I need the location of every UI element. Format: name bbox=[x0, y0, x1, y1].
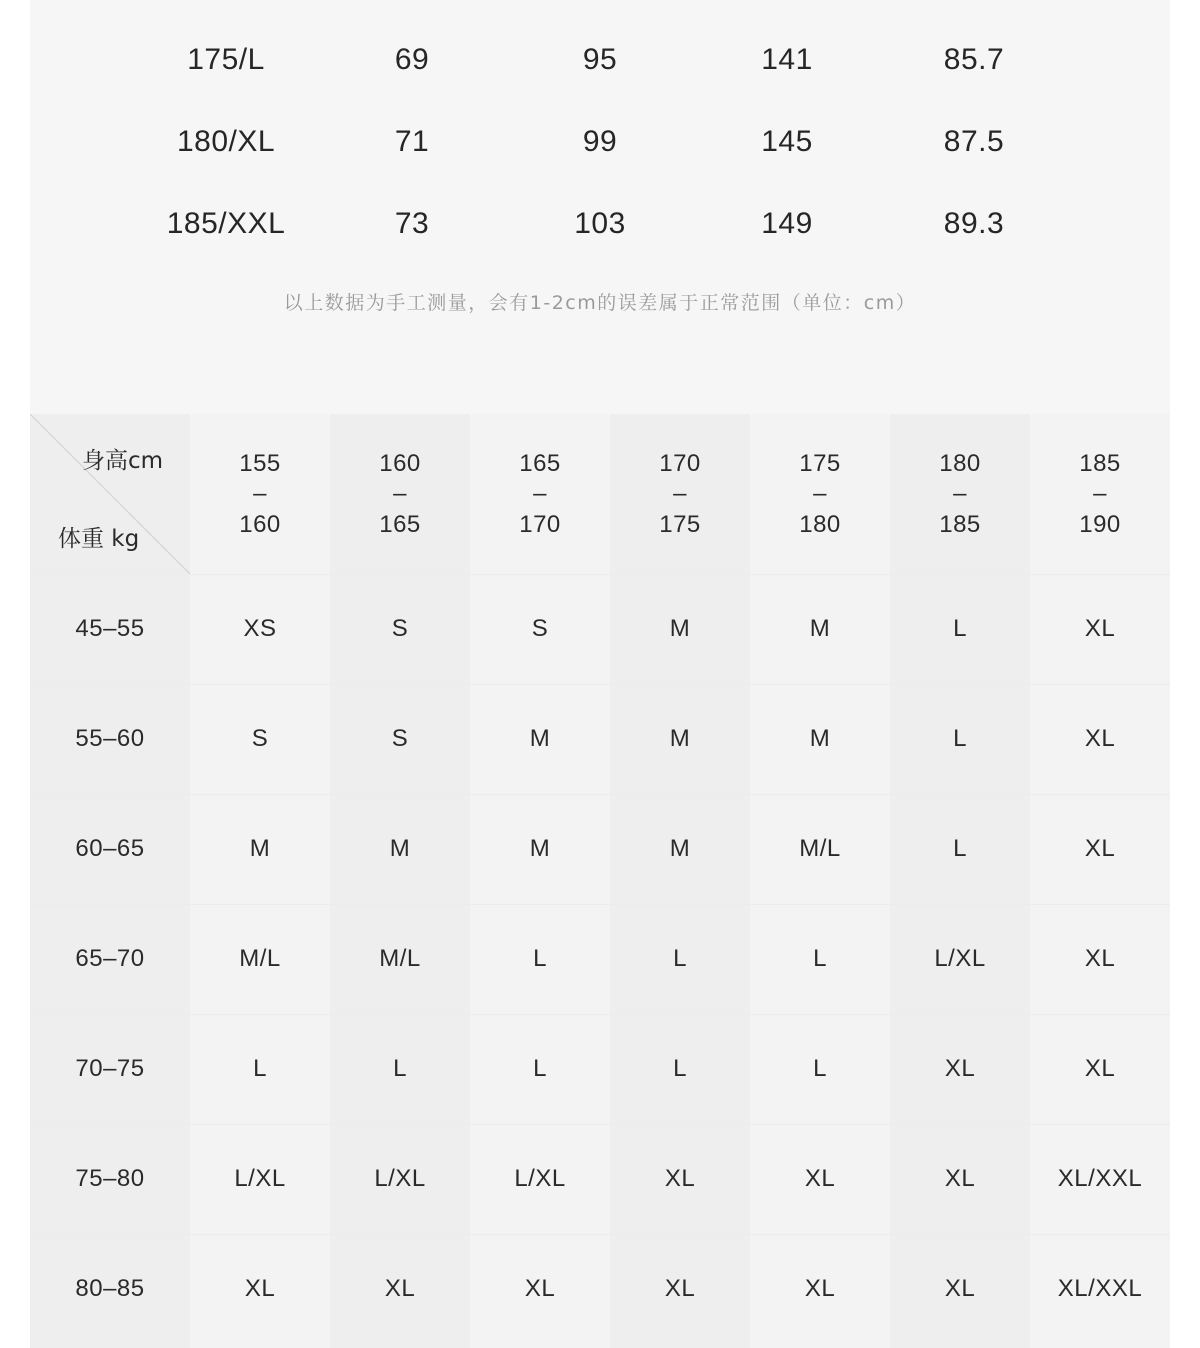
recommended-size-cell: S bbox=[391, 615, 409, 642]
recommended-size-cell: M bbox=[809, 615, 831, 642]
hem-cell: 85.7 bbox=[943, 43, 1005, 76]
recommended-size-cell: XL bbox=[384, 1275, 416, 1302]
recommended-size-cell: L bbox=[813, 945, 827, 972]
weight-row bbox=[30, 574, 1170, 684]
chest-cell: 95 bbox=[582, 43, 618, 76]
recommended-size-cell: XL/XXL bbox=[1057, 1275, 1143, 1302]
recommended-size-cell: XL bbox=[664, 1165, 696, 1192]
height-range-from: 155 bbox=[239, 450, 281, 477]
height-range-to: 165 bbox=[379, 511, 421, 538]
height-range-header bbox=[1030, 414, 1170, 574]
height-axis-label: 身高cm bbox=[82, 448, 164, 474]
recommended-size-cell: XL/XXL bbox=[1057, 1165, 1143, 1192]
range-dash: – bbox=[953, 480, 967, 507]
weight-range-label: 60–65 bbox=[75, 835, 145, 862]
recommended-size-cell: XL bbox=[244, 1275, 276, 1302]
height-range-header bbox=[610, 414, 750, 574]
length-cell: 69 bbox=[394, 43, 430, 76]
recommended-size-cell: L/XL bbox=[234, 1165, 286, 1192]
height-range-header bbox=[470, 414, 610, 574]
recommended-size-cell: L bbox=[253, 1055, 267, 1082]
weight-row bbox=[30, 1124, 1170, 1234]
weight-range-label: 70–75 bbox=[75, 1055, 145, 1082]
height-range-to: 190 bbox=[1079, 511, 1121, 538]
recommended-size-cell: XL bbox=[1084, 835, 1116, 862]
recommended-size-cell: XL bbox=[1084, 615, 1116, 642]
recommended-size-cell: XL bbox=[944, 1055, 976, 1082]
recommended-size-cell: L bbox=[673, 1055, 687, 1082]
recommended-size-cell: L bbox=[953, 615, 967, 642]
recommended-size-cell: XS bbox=[243, 615, 277, 642]
recommended-size-cell: M/L bbox=[379, 945, 421, 972]
recommended-size-cell: L bbox=[533, 1055, 547, 1082]
height-range-to: 180 bbox=[799, 511, 841, 538]
height-range-from: 180 bbox=[939, 450, 981, 477]
height-range-to: 185 bbox=[939, 511, 981, 538]
weight-row bbox=[30, 904, 1170, 1014]
range-dash: – bbox=[1093, 480, 1107, 507]
hem-cell: 87.5 bbox=[943, 125, 1005, 158]
height-range-from: 160 bbox=[379, 450, 421, 477]
recommended-size-cell: M bbox=[529, 725, 551, 752]
height-range-from: 165 bbox=[519, 450, 561, 477]
range-dash: – bbox=[813, 480, 827, 507]
size-guide-sheet bbox=[30, 0, 1170, 1348]
height-range-to: 175 bbox=[659, 511, 701, 538]
height-range-from: 170 bbox=[659, 450, 701, 477]
weight-range-label: 65–70 bbox=[75, 945, 145, 972]
recommended-size-cell: L bbox=[953, 835, 967, 862]
height-range-header bbox=[890, 414, 1030, 574]
recommended-size-cell: M bbox=[249, 835, 271, 862]
measurement-row bbox=[30, 30, 1170, 90]
recommended-size-cell: M bbox=[389, 835, 411, 862]
recommended-size-cell: L/XL bbox=[514, 1165, 566, 1192]
chest-cell: 103 bbox=[574, 207, 626, 240]
height-range-from: 175 bbox=[799, 450, 841, 477]
weight-range-label: 45–55 bbox=[75, 615, 145, 642]
weight-row bbox=[30, 1234, 1170, 1344]
recommended-size-cell: M bbox=[669, 725, 691, 752]
recommended-size-cell: XL bbox=[944, 1165, 976, 1192]
height-range-header bbox=[190, 414, 330, 574]
recommended-size-cell: L bbox=[393, 1055, 407, 1082]
recommended-size-cell: XL bbox=[1084, 725, 1116, 752]
measurement-note: 以上数据为手工测量，会有1-2cm的误差属于正常范围（单位：cm） bbox=[283, 292, 917, 314]
measurement-row bbox=[30, 112, 1170, 172]
weight-row bbox=[30, 794, 1170, 904]
recommended-size-cell: M/L bbox=[799, 835, 841, 862]
recommended-size-cell: L/XL bbox=[374, 1165, 426, 1192]
recommended-size-cell: M bbox=[809, 725, 831, 752]
recommended-size-cell: XL bbox=[664, 1275, 696, 1302]
recommended-size-cell: M bbox=[529, 835, 551, 862]
height-range-to: 170 bbox=[519, 511, 561, 538]
recommended-size-cell: M bbox=[669, 615, 691, 642]
recommended-size-cell: XL bbox=[524, 1275, 556, 1302]
recommended-size-cell: S bbox=[251, 725, 269, 752]
length-cell: 73 bbox=[394, 207, 430, 240]
height-header-row bbox=[30, 414, 1170, 574]
recommended-size-cell: XL bbox=[944, 1275, 976, 1302]
shoulder-sleeve-cell: 149 bbox=[761, 207, 813, 240]
recommended-size-cell: XL bbox=[804, 1275, 836, 1302]
weight-row bbox=[30, 1014, 1170, 1124]
recommended-size-cell: L bbox=[813, 1055, 827, 1082]
recommended-size-cell: L bbox=[533, 945, 547, 972]
range-dash: – bbox=[533, 480, 547, 507]
size-label-cell: 175/L bbox=[187, 43, 265, 76]
size-label-cell: 185/XXL bbox=[166, 207, 286, 240]
hem-cell: 89.3 bbox=[943, 207, 1005, 240]
recommended-size-cell: XL bbox=[1084, 1055, 1116, 1082]
height-range-header bbox=[330, 414, 470, 574]
recommended-size-cell: S bbox=[391, 725, 409, 752]
recommended-size-cell: S bbox=[531, 615, 549, 642]
height-range-from: 185 bbox=[1079, 450, 1121, 477]
weight-range-label: 55–60 bbox=[75, 725, 145, 752]
height-range-to: 160 bbox=[239, 511, 281, 538]
measurement-row bbox=[30, 194, 1170, 254]
height-range-header bbox=[750, 414, 890, 574]
length-cell: 71 bbox=[394, 125, 430, 158]
weight-range-label: 80–85 bbox=[75, 1275, 145, 1302]
recommended-size-cell: L/XL bbox=[934, 945, 986, 972]
recommended-size-cell: L bbox=[953, 725, 967, 752]
size-recommendation-grid bbox=[30, 414, 1170, 1348]
range-dash: – bbox=[673, 480, 687, 507]
recommended-size-cell: XL bbox=[804, 1165, 836, 1192]
weight-range-label: 75–80 bbox=[75, 1165, 145, 1192]
weight-row bbox=[30, 684, 1170, 794]
recommended-size-cell: M/L bbox=[239, 945, 281, 972]
chest-cell: 99 bbox=[582, 125, 618, 158]
range-dash: – bbox=[393, 480, 407, 507]
range-dash: – bbox=[253, 480, 267, 507]
recommended-size-cell: M bbox=[669, 835, 691, 862]
shoulder-sleeve-cell: 145 bbox=[761, 125, 813, 158]
weight-axis-label: 体重 kg bbox=[58, 526, 140, 552]
size-label-cell: 180/XL bbox=[176, 125, 276, 158]
recommended-size-cell: XL bbox=[1084, 945, 1116, 972]
recommended-size-cell: L bbox=[673, 945, 687, 972]
shoulder-sleeve-cell: 141 bbox=[761, 43, 813, 76]
